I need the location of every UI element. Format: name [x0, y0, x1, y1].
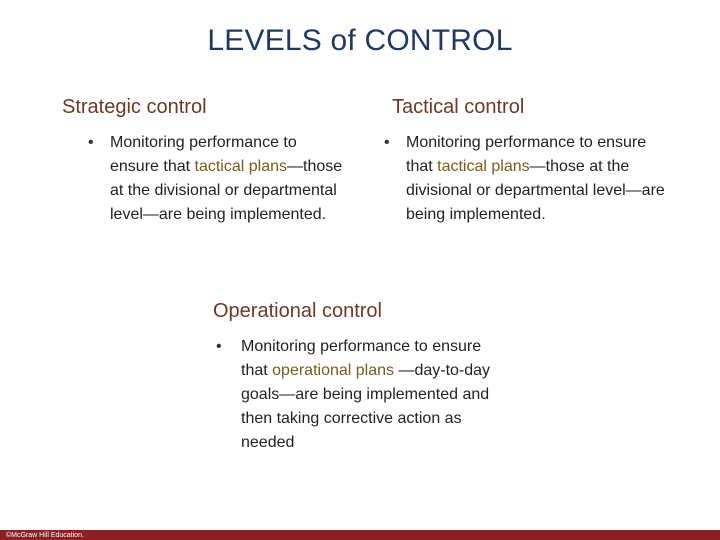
operational-text-after: —day-to-day goals—are being implemented and then taking corrective action as needed: [241, 362, 491, 451]
strategic-bullet-item: [88, 131, 348, 227]
slide-title: LEVELS of CONTROL: [207, 24, 513, 57]
operational-bullet-item: [216, 335, 506, 455]
strategic-highlight: tactical plans: [194, 158, 287, 175]
tactical-description: [406, 131, 668, 227]
operational-text-before: Monitoring performance to ensure that: [241, 338, 482, 379]
operational-description: [241, 335, 506, 455]
strategic-text-after: —those at the divisional or departmental level—are being implemented.: [110, 158, 343, 223]
bullet-icon: •: [88, 134, 94, 151]
footer-bar: [0, 530, 720, 540]
tactical-bullet-item: [384, 131, 668, 227]
tactical-text-after: —those at the divisional or departmental level—are being implemented.: [406, 158, 665, 223]
tactical-text-before: Monitoring performance to ensure that: [406, 134, 647, 175]
tactical-heading: Tactical control: [392, 96, 525, 118]
bullet-icon: •: [216, 338, 222, 355]
strategic-heading: Strategic control: [62, 96, 207, 118]
bullet-icon: •: [384, 134, 390, 151]
operational-highlight: operational plans: [272, 362, 395, 379]
strategic-description: [110, 131, 348, 227]
operational-heading: Operational control: [213, 300, 382, 322]
strategic-text-before: Monitoring performance to ensure that: [110, 134, 297, 175]
copyright-text: ©McGraw Hill Education.: [6, 532, 84, 539]
tactical-highlight: tactical plans: [437, 158, 530, 175]
